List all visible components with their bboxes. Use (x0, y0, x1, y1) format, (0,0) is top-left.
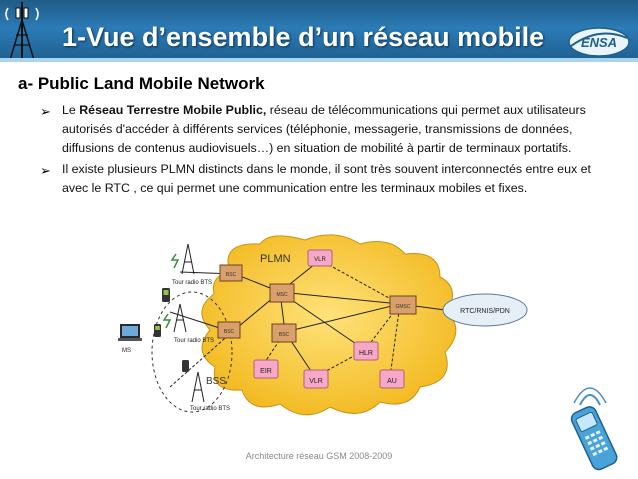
radio-tower-icon (164, 304, 186, 332)
node-label: BSC (225, 272, 237, 278)
bss-label: BSS (206, 376, 227, 387)
node-label: GMSC (395, 304, 411, 310)
node-vlr-top (308, 250, 332, 266)
logo-text: ENSA (580, 35, 618, 50)
mobile-phone-icon (162, 288, 170, 302)
arrow-bullet-icon: ➢ (40, 104, 51, 119)
bullet-text: Il existe plusieurs PLMN distincts dans le monde, il sont très souvent interconnectés entre eux et avec le RTC , ce qui permet une communication entre les terminaux mobiles et fixes. (62, 162, 591, 195)
tower-label: Tour radio BTS (172, 280, 213, 286)
node-label: MSC (276, 292, 288, 298)
bullet-item (40, 101, 595, 158)
slide-subtitle: a- Public Land Mobile Network (18, 74, 265, 93)
bullet-item (40, 160, 595, 198)
node-gmsc (390, 296, 416, 314)
bullet-list (40, 101, 595, 200)
node-hlr (354, 342, 378, 360)
node-label: BSC (278, 332, 290, 338)
tower-label: Tour radio BTS (174, 338, 215, 344)
ensa-logo (567, 24, 631, 58)
node-vlr-bottom (304, 370, 328, 388)
arrow-bullet-icon: ➢ (40, 163, 51, 178)
node-label: EIR (260, 368, 272, 375)
node-msc (270, 284, 294, 302)
plmn-network-diagram (110, 232, 530, 442)
slide-title: 1-Vue d’ensemble d’un réseau mobile (62, 22, 545, 52)
node-label: VLR (314, 257, 326, 263)
node-label: VLR (309, 378, 323, 385)
radio-tower-icon (192, 372, 204, 402)
external-network-cloud (443, 294, 527, 326)
tower-label: Tour radio BTS (190, 406, 231, 412)
node-eir (254, 360, 278, 378)
node-label: AU (387, 378, 397, 385)
laptop-icon (118, 324, 142, 341)
node-label: HLR (358, 350, 374, 357)
antenna-tower-icon (2, 0, 42, 62)
bullet-lead: Le (62, 103, 80, 117)
plmn-label: PLMN (260, 253, 291, 265)
node-label: BSC (223, 329, 235, 335)
mobile-phone-icon (154, 324, 161, 337)
node-au (380, 370, 404, 388)
ms-label: MS (122, 348, 131, 354)
title-bar (0, 0, 638, 62)
node-bsc-3 (272, 324, 296, 342)
radio-tower-icon (172, 244, 194, 274)
external-network-label: RTC/RNIS/PDN (460, 308, 510, 315)
node-bsc-2 (218, 322, 240, 338)
slide-footer: Architecture réseau GSM 2008-2009 (245, 451, 393, 461)
mobile-phone-icon (182, 360, 189, 372)
bullet-bold: Réseau Terrestre Mobile Public, (79, 103, 267, 117)
bullet-text: réseau de télécommunications qui permet aux utilisateurs autorisés d'accéder à différents services (téléphonie, messagerie, transmissions de données, diffusions de contenus audiovisuels…) en situation de mobilité à partir de terminaux portatifs. (62, 103, 586, 155)
node-bsc-1 (220, 265, 242, 281)
